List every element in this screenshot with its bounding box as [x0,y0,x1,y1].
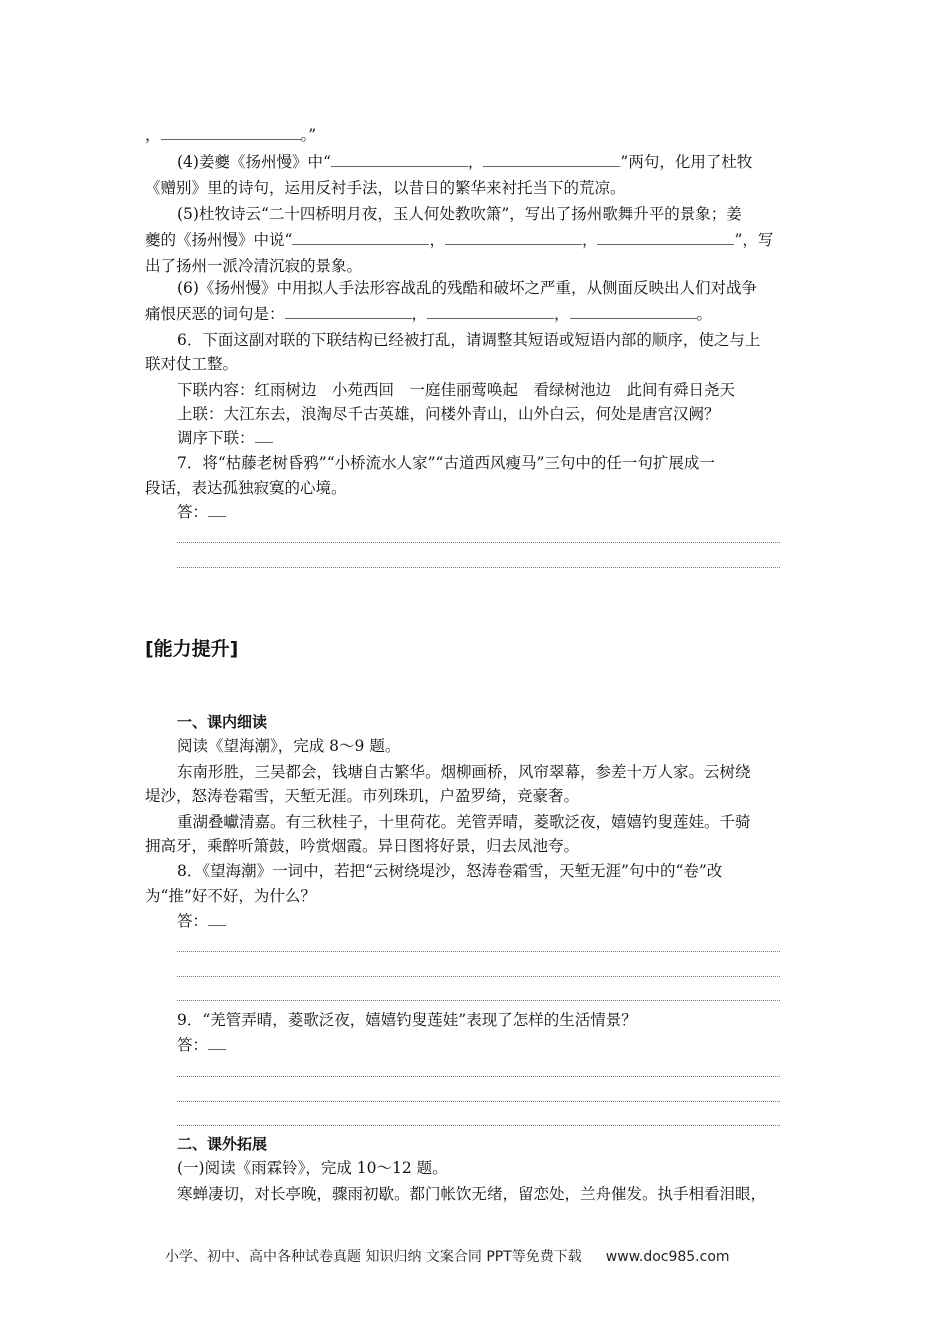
page-footer [165,1246,730,1266]
question-7-line-2: 段话，表达孤独寂寞的心境。 [145,479,347,497]
footer-link[interactable]: www.doc985.com [605,1249,730,1265]
text: ， [581,231,598,249]
poem-line: 重湖叠巘清嘉。有三秋桂子，十里荷花。羌管弄晴，菱歌泛夜，嬉嬉钓叟莲娃。千骑 [177,813,751,831]
question-4-line-2: 《赠别》里的诗句，运用反衬手法，以昔日的繁华来衬托当下的荒凉。 [145,179,626,197]
footer-text: 小学、初中、高中各种试卷真题 知识归纳 文案合同 PPT等免费下载 [165,1249,582,1265]
question-5-line-2 [145,230,773,250]
text: ”两句，化用了杜牧 [620,153,753,171]
answer-blank[interactable] [208,1035,226,1050]
question-6-line-2: 联对仗工整。 [145,355,239,373]
answer-blank[interactable] [208,502,226,517]
couplet-upper: 上联：大江东去，浪淘尽千古英雄，问楼外青山，山外白云，何处是唐宫汉阙？ [177,405,720,423]
answer-blank[interactable] [570,304,697,319]
question-9-answer [177,1035,226,1055]
text: 。 [696,305,713,323]
text: ， [145,126,161,144]
answer-blank[interactable] [208,911,226,926]
text: 夔的《扬州慢》中说“ [145,231,293,249]
answer-blank[interactable] [597,230,734,245]
section-title: [能力提升] [145,638,239,660]
answer-blank[interactable] [483,152,620,167]
text: ， [429,231,445,249]
answer-blank[interactable] [255,428,273,443]
question-6s-line-1: (6)《扬州慢》中用拟人手法形容战乱的残酷和破坏之严重，从侧面反映出人们对战争 [177,279,757,297]
answer-label: 答： [177,912,209,930]
text: 。” [300,126,317,144]
answer-line[interactable] [177,542,780,543]
part-1-title: 一、课内细读 [177,713,268,731]
question-7-answer [177,502,226,522]
answer-blank[interactable] [427,304,554,319]
answer-blank[interactable] [161,125,301,140]
answer-line[interactable] [177,1076,780,1077]
part-2-intro: (一)阅读《雨霖铃》，完成 10～12 题。 [177,1159,448,1177]
question-8-line-1: 8．《望海潮》一词中，若把“云树绕堤沙，怒涛卷霜雪，天堑无涯”句中的“卷”改 [177,862,723,880]
question-6s-line-2 [145,304,712,324]
poem-line: 东南形胜，三吴都会，钱塘自古繁华。烟柳画桥，风帘翠幕，参差十万人家。云树绕 [177,763,751,781]
question-4-line-1 [177,152,752,172]
reorder-answer-line [177,428,273,448]
text: ”，写 [734,231,774,249]
part-2-title: 二、课外拓展 [177,1135,268,1153]
answer-blank[interactable] [331,152,468,167]
poem-line: 拥高牙，乘醉听箫鼓，吟赏烟霞。异日图将好景，归去凤池夸。 [145,837,580,855]
couplet-lower-content: 下联内容：红雨树边 小苑西回 一庭佳丽莺唤起 看绿树池边 此间有舜日尧天 [177,381,736,399]
text: ， [554,305,570,323]
answer-line[interactable] [177,1000,780,1001]
question-6-line-1: 6．下面这副对联的下联结构已经被打乱，请调整其短语或短语内部的顺序，使之与上 [177,331,761,349]
question-8-answer [177,911,226,931]
answer-line[interactable] [177,976,780,977]
text: ， [411,305,428,323]
continuation-line [145,125,316,145]
question-5-line-3: 出了扬州一派冷清沉寂的景象。 [145,257,363,275]
answer-blank[interactable] [285,304,412,319]
poem-line: 堤沙，怒涛卷霜雪，天堑无涯。市列珠玑，户盈罗绮，竞豪奢。 [145,787,580,805]
answer-blank[interactable] [445,230,582,245]
question-5-line-1: (5)杜牧诗云“二十四桥明月夜，玉人何处教吹箫”，写出了扬州歌舞升平的景象；姜 [177,205,742,223]
answer-label: 答： [177,1036,209,1054]
text: 痛恨厌恶的词句是： [145,305,285,323]
part-1-intro: 阅读《望海潮》，完成 8～9 题。 [177,737,401,755]
question-9-line-1: 9．“羌管弄晴，菱歌泛夜，嬉嬉钓叟莲娃”表现了怎样的生活情景？ [177,1011,637,1029]
question-7-line-1: 7．将“枯藤老树昏鸦”“小桥流水人家”“古道西风瘦马”三句中的任一句扩展成一 [177,454,715,472]
text: ， [467,153,484,171]
text: (4)姜夔《扬州慢》中“ [177,153,331,171]
answer-line[interactable] [177,1125,780,1126]
answer-blank[interactable] [292,230,429,245]
text: 调序下联： [177,429,255,447]
answer-label: 答： [177,503,209,521]
poem-line: 寒蝉凄切，对长亭晚，骤雨初歇。都门帐饮无绪，留恋处，兰舟催发。执手相看泪眼， [177,1185,767,1203]
question-8-line-2: 为“推”好不好，为什么？ [145,887,316,905]
answer-line[interactable] [177,1101,780,1102]
answer-line[interactable] [177,567,780,568]
answer-line[interactable] [177,951,780,952]
